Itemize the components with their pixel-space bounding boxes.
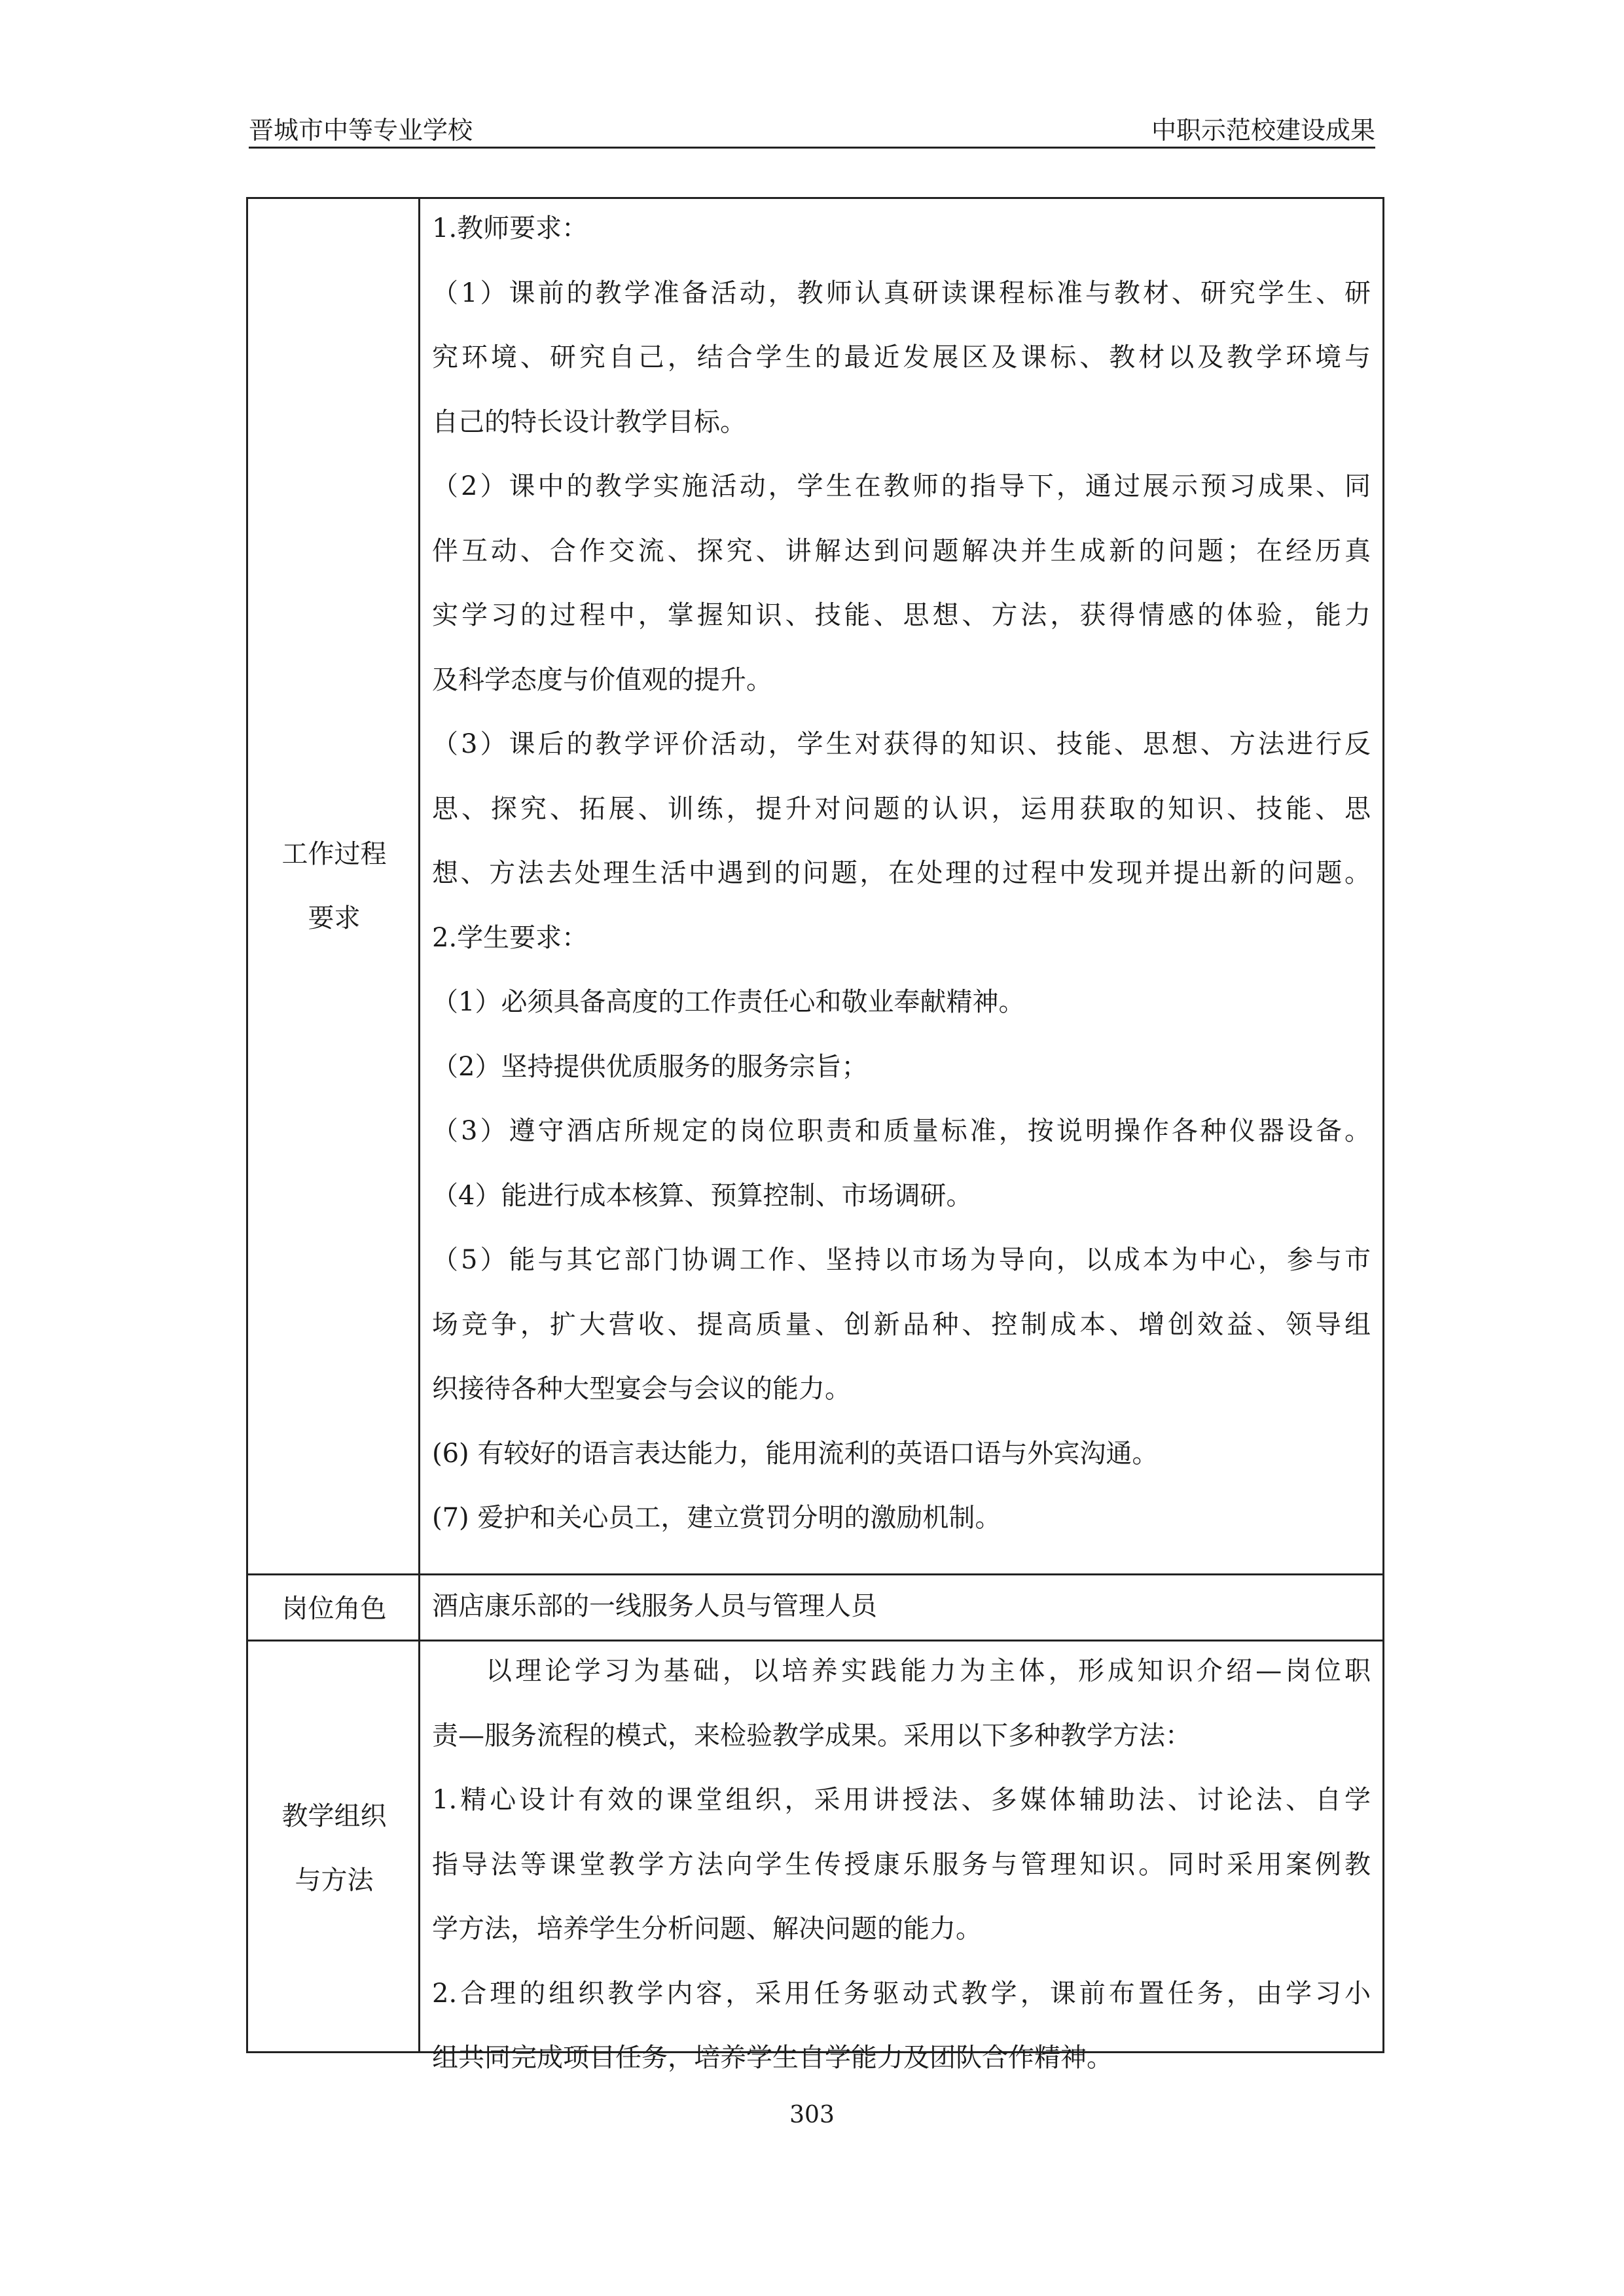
content-line: 以理论学习为基础，以培养实践能力为主体，形成知识介绍—岗位职 (486, 1656, 1371, 1686)
table-row-work-process (248, 199, 1382, 1573)
row-label-cell (248, 1641, 420, 2053)
content-line: 酒店康乐部的一线服务人员与管理人员 (432, 1591, 877, 1621)
header-section-title: 中职示范校建设成果 (1151, 116, 1375, 145)
row-label-line: 与方法 (295, 1865, 374, 1895)
row-label-cell (248, 199, 420, 1573)
content-line: 指导法等课堂教学方法向学生传授康乐服务与管理知识。同时采用案例教 (432, 1850, 1371, 1880)
content-line: （1）必须具备高度的工作责任心和敬业奉献精神。 (432, 987, 1025, 1017)
content-line: (6) 有较好的语言表达能力，能用流利的英语口语与外宾沟通。 (432, 1439, 1159, 1469)
content-line: （3）课后的教学评价活动，学生对获得的知识、技能、思想、方法进行反 (432, 729, 1371, 759)
content-line: 思、探究、拓展、训练，提升对问题的认识，运用获取的知识、技能、思 (432, 794, 1371, 824)
content-table (246, 197, 1384, 2073)
content-line: 组共同完成项目任务，培养学生自学能力及团队合作精神。 (432, 2043, 1113, 2073)
content-line: （3）遵守酒店所规定的岗位职责和质量标准，按说明操作各种仪器设备。 (432, 1116, 1371, 1146)
table-row-teaching-method (248, 1640, 1382, 2073)
content-line: 及科学态度与价值观的提升。 (432, 665, 772, 695)
row-content-cell (420, 1575, 1382, 1640)
content-line: 究环境、研究自己，结合学生的最近发展区及课标、教材以及教学环境与 (432, 342, 1371, 372)
row-label-line: 工作过程 (281, 839, 387, 869)
content-line: 2.学生要求： (432, 923, 588, 953)
row-label-cell (248, 1575, 420, 1640)
content-line: 责—服务流程的模式，来检验教学成果。采用以下多种教学方法： (432, 1721, 1191, 1751)
content-line: 伴互动、合作交流、探究、讲解达到问题解决并生成新的问题；在经历真 (432, 536, 1371, 566)
content-line: 1.教师要求： (432, 213, 588, 243)
page-number: 303 (789, 2102, 835, 2128)
header-school-name: 晋城市中等专业学校 (249, 116, 473, 145)
content-line: 想、方法去处理生活中遇到的问题，在处理的过程中发现并提出新的问题。 (432, 858, 1371, 888)
row-label-line: 教学组织 (281, 1801, 387, 1831)
content-line: （4）能进行成本核算、预算控制、市场调研。 (432, 1181, 973, 1211)
row-label-line: 岗位角色 (281, 1594, 387, 1624)
page-header (249, 115, 1375, 145)
content-line: 场竞争，扩大营收、提高质量、创新品种、控制成本、增创效益、领导组 (432, 1310, 1371, 1340)
row-content-cell (420, 199, 1382, 1573)
row-content-cell (420, 1641, 1382, 2073)
content-line: 2.合理的组织教学内容，采用任务驱动式教学，课前布置任务，由学习小 (432, 1979, 1371, 2009)
content-line: （2）课中的教学实施活动，学生在教师的指导下，通过展示预习成果、同 (432, 471, 1371, 501)
content-line: （1）课前的教学准备活动，教师认真研读课程标准与教材、研究学生、研 (432, 278, 1371, 308)
content-line: 1.精心设计有效的课堂组织，采用讲授法、多媒体辅助法、讨论法、自学 (432, 1785, 1371, 1815)
header-rule (249, 147, 1375, 149)
content-line: 织接待各种大型宴会与会议的能力。 (432, 1374, 851, 1404)
content-line: 实学习的过程中，掌握知识、技能、思想、方法，获得情感的体验，能力 (432, 600, 1371, 630)
row-label-line: 要求 (308, 903, 361, 933)
content-line: 学方法，培养学生分析问题、解决问题的能力。 (432, 1914, 982, 1944)
content-line: （2）坚持提供优质服务的服务宗旨； (432, 1052, 868, 1082)
content-line: 自己的特长设计教学目标。 (432, 407, 746, 437)
table-row-job-role (248, 1573, 1382, 1640)
content-line: (7) 爱护和关心员工，建立赏罚分明的激励机制。 (432, 1503, 1001, 1533)
content-line: （5）能与其它部门协调工作、坚持以市场为导向，以成本为中心，参与市 (432, 1245, 1371, 1275)
